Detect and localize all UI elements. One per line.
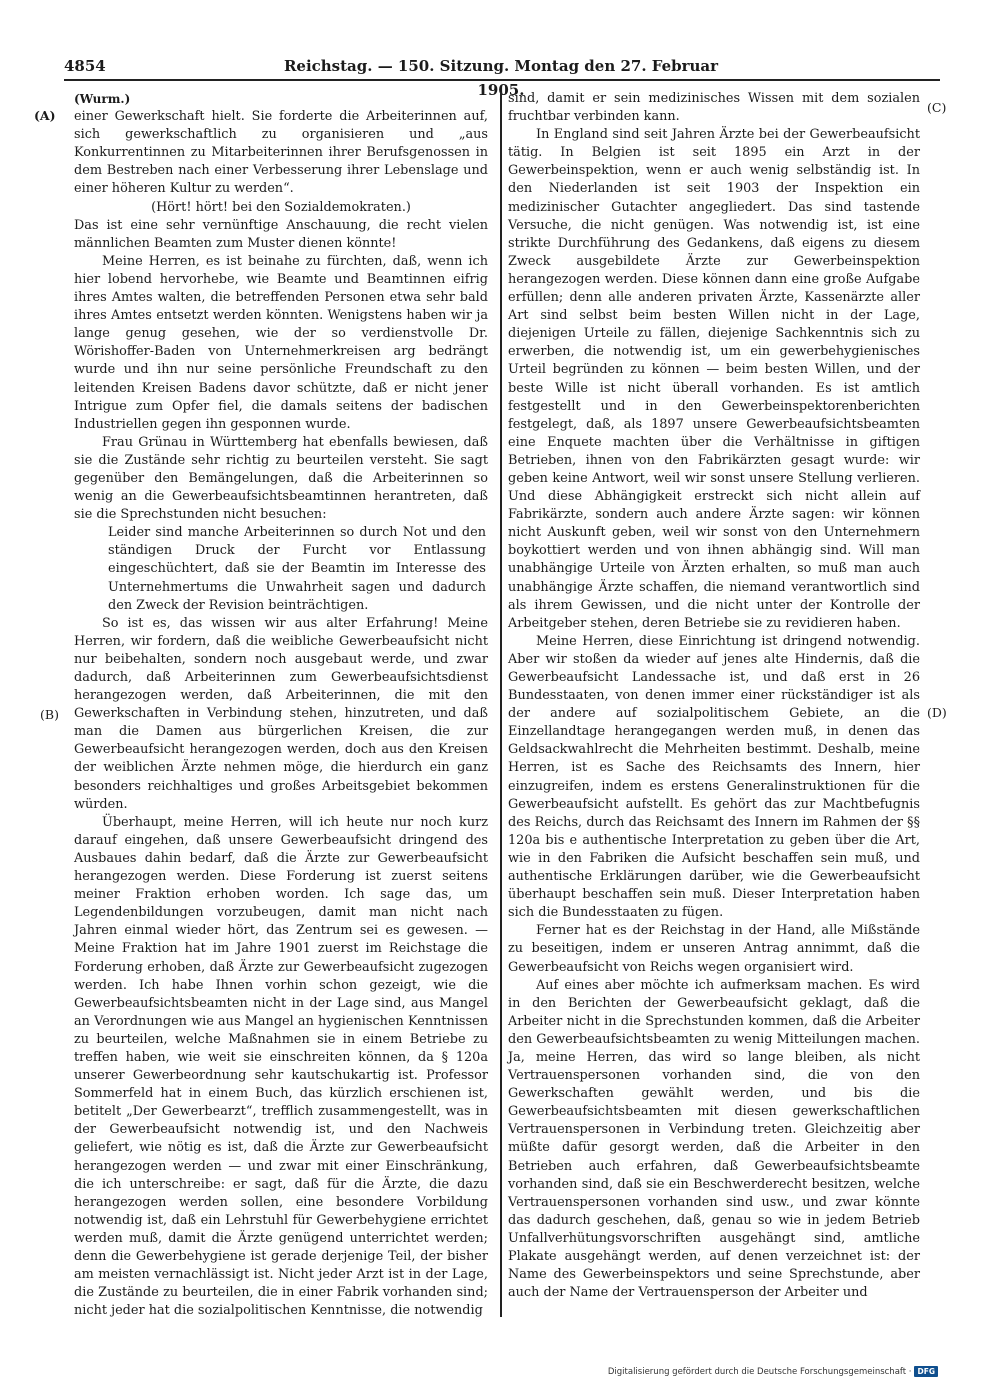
page-header-title: Reichstag. — 150. Sitzung. Montag den 27. Februar 1905. [283, 57, 719, 99]
paragraph: Überhaupt, meine Herren, will ich heute nur noch kurz darauf eingehen, daß unsere Gewerbeaufsicht dringend des Ausbaues dahin bedarf, daß die Ärzte zur Gewerbeaufsicht herangezogen werden. Diese Forderung ist zuerst seitens meiner Fraktion erhoben worden. Ich sage das, um Legendenbildungen vorzubeugen, damit man nicht nach Jahren einmal wieder hört, das Zentrum sei es gewesen. — Meine Fraktion hat im Jahre 1901 zuerst im Reichstage die Forderung erhoben, daß Ärzte zur Gewerbeaufsicht zugezogen werden. Ich habe Ihnen vorhin schon gezeigt, wie die Gewerbeaufsichtsbeamten nicht in der Lage sind, aus Mangel an Verordnungen wie aus Mangel an hygienischen Kenntnissen zu beurteilen, welche Maßnahmen sie in einem Betriebe zu treffen haben, wie weit sie einschreiten können, da § 120a unserer Gewerbeordnung sehr kautschukartig ist. Professor Sommerfeld hat in einem Buch, das kürzlich erschienen ist, betitelt „Der Gewerbearzt“, trefflich zusammengestellt, was in der Gewerbeaufsicht notwendig ist, und den Nachweis geliefert, wie nötig es ist, daß die Ärzte zur Gewerbeaufsicht herangezogen werden — und zwar mit einer Einschränkung, die ich unterschreibe: er sagt, daß für die Ärzte, die dazu herangezogen werden sollen, eine besondere Vorbildung notwendig ist, daß ein Lehrstuhl für Gewerbehygiene errichtet werden muß, damit die Ärzte genügend unterrichtet werden; denn die Gewerbehygiene ist gerade derjenige Teil, der bisher am meisten vernachlässigt ist. Nicht jeder Arzt ist in der Lage, die Zustände zu beurteilen, die in einer Fabrik vorhanden sind; nicht jeder hat die sozialpolitischen Kenntnisse, die notwendig [74, 814, 488, 1319]
paragraph: Meine Herren, diese Einrichtung ist dringend notwendig. Aber wir stoßen da wieder auf jenes alte Hindernis, daß die Gewerbeaufsicht Landessache ist, und daß erst in 26 Bundesstaaten, von denen immer einer rückständiger ist als der andere auf sozialpolitischem Gebiete, an die Einzellandtage herangegangen werden muß, in denen das Geldsackwahlrecht die Mehrheiten bestimmt. Deshalb, meine Herren, ist es Sache des Reichsamts des Innern, hier einzugreifen, indem es erstens Generalinstruktionen für die Gewerbeaufsicht aufstellt. Es gehört das zur Machtbefugnis des Reichs, durch das Reichsamt des Innern im Rahmen der §§ 120a bis e authentische Interpretation zu geben über die Art, wie in den Fabriken die Aufsicht beschaffen sein muß, und authentische Erklärungen darüber, wie die Gewerbeaufsicht überhaupt beschaffen sein muß. Dieser Interpretation haben sich die Bundesstaaten zu fügen. [508, 633, 920, 921]
paragraph: einer Gewerkschaft hielt. Sie forderte die Arbeiterinnen auf, sich gewerkschaftlich zu organisieren und „aus Konkurrentinnen zu Mitarbeiterinnen ihrer Berufsgenossen in dem Bestreben nach einer Verbesserung ihrer Lebenslage und einer höheren Kultur zu werden“. [74, 109, 488, 197]
column-divider [500, 92, 502, 1317]
margin-mark-d: (D) [927, 705, 947, 720]
header-rule [64, 79, 940, 81]
paragraph: Meine Herren, es ist beinahe zu fürchten, daß, wenn ich hier lobend hervorhebe, wie Beamte und Beamtinnen eifrig ihres Amtes walten, die betreffenden Personen etwa sehr bald ihres Amtes entsetzt werden könnten. Wenigstens haben wir ja lange genug gesehen, wie der so verdienstvolle Dr. Wörishoffer-Baden von Unternehmerkreisen arg bedrängt wurde und ihn nur seine persönliche Freundschaft zu den leitenden Kreisen Badens davor schützte, daß er nicht jener Intrigue zum Opfer fiel, die damals seitens der badischen Industriellen gegen ihn gesponnen wurde. [74, 253, 488, 432]
dfg-logo: DFG [914, 1366, 938, 1377]
margin-mark-a: (A) [34, 108, 56, 123]
paragraph: Das ist eine sehr vernünftige Anschauung, die recht vielen männlichen Beamten zum Muster dienen könnte! [74, 217, 488, 251]
paragraph: So ist es, das wissen wir aus alter Erfahrung! Meine Herren, wir fordern, daß die weibliche Gewerbeaufsicht nicht nur beibehalten, sondern noch ausgebaut werde, und zwar dadurch, daß Arbeiterinnen zum Gewerbeaufsichtsdienst herangezogen werden, daß Arbeiterinnen, die mit den Gewerkschaften in Verbindung stehen, hinzutreten, und daß man die Damen aus bürgerlichen Kreisen, die zur Gewerbeaufsicht herangezogen werden, doch aus den Kreisen der weiblichen Ärzte nehmen möge, die hierdurch ein ganz besonders reichhaltiges und großes Arbeitsgebiet bekommen würden. [74, 615, 488, 812]
left-column [74, 90, 488, 1320]
block-quote: Leider sind manche Arbeiterinnen so durch Not und den ständigen Druck der Furcht vor Entlassung eingeschüchtert, daß sie der Beamtin im Interesse des Unternehmertums die Unwahrheit sagen und dadurch den Zweck der Revision beinträchtigen. [108, 525, 486, 613]
page-number: 4854 [64, 57, 106, 75]
paragraph: In England sind seit Jahren Ärzte bei der Gewerbeaufsicht tätig. In Belgien ist seit 1895 ein Arzt in der Gewerbeinspektion, wenn er auch wenig selbständig ist. In den Niederlanden ist seit 1903 der Inspektion ein medizinischer Gutachter angegliedert. Das sind tastende Versuche, die nicht genügen. Was notwendig ist, ist eine strikte Durchführung des Gedankens, daß eigens zu diesem Zweck ausgebildete Ärzte zur Gewerbeinspektion herangezogen werden. Diese können dann eine große Aufgabe erfüllen; denn alle anderen privaten Ärzte, Kassenärzte aller Art sind selbst beim besten Willen nicht in der Lage, diejenigen Urteile zu fällen, diejenige Sachkenntnis sich zu erwerben, die notwendig ist, um ein gewerbehygienisches Urteil begründen zu können — beim besten Willen, und der beste Wille ist nicht überall vorhanden. Es ist amtlich festgestellt und in den Gewerbeinspektorenberichten festgelegt, daß, als 1897 unsere Gewerbeaufsichtsbeamten eine Enquete machten über die Verhältnisse in giftigen Betrieben, ihnen von den Fabrikärzten gesagt wurde: wir geben keine Antwort, weil wir sonst unsere Stellung verlieren. Und diese Abhängigkeit erstreckt sich nicht allein auf Fabrikärzte, sondern auch andere Ärzte sagen: wir können nicht Auskunft geben, weil wir sonst von den Unternehmern boykottiert werden und von ihnen abhängig sind. Will man unabhängige Urteile von Ärzten erhalten, so muß man auch unabhängige Ärzte schaffen, die niemand verantwortlich sind als ihrem Gewissen, und die nicht unter der Kontrolle der Arbeitgeber stehen, deren Betriebe sie zu revidieren haben. [508, 127, 920, 631]
margin-mark-c: (C) [927, 100, 947, 115]
paragraph: Ferner hat es der Reichstag in der Hand, alle Mißstände zu beseitigen, indem er unseren Antrag annimmt, daß die Gewerbeaufsicht von Reichs wegen organisiert wird. [508, 923, 920, 975]
paragraph: Frau Grünau in Württemberg hat ebenfalls bewiesen, daß sie die Zustände sehr richtig zu beurteilen versteht. Sie sagt gegenüber den Bemängelungen, daß die Arbeiterinnen so wenig an die Gewerbeaufsichtsbeamtinnen herantreten, daß sie die Sprechstunden nicht besuchen: [74, 434, 488, 523]
interjection: (Hört! hört! bei den Sozialdemokraten.) [151, 199, 411, 215]
paragraph: Auf eines aber möchte ich aufmerksam machen. Es wird in den Berichten der Gewerbeaufsicht geklagt, daß die Arbeiter nicht in die Sprechstunden kommen, daß die Arbeiter den Gewerbeaufsichtsbeamten zu wenig Mitteilungen machen. Ja, meine Herren, das wird so lange bleiben, als nicht Vertrauenspersonen vorhanden sind, die von den Gewerkschaften gewählt werden, und bis die Gewerbeaufsichtsbeamten mit diesen gewerkschaftlichen Vertrauenspersonen in Verbindung treten. Gleichzeitig aber müßte dafür gesorgt werden, daß die Arbeiter in den Betrieben auch erfahren, daß Gewerbeaufsichtsbeamte vorhanden sind, daß sie ein Beschwerderecht besitzen, welche Vertrauenspersonen vorhanden sind usw., und zwar könnte das dadurch geschehen, daß, genau so wie in jedem Betrieb Unfallverhütungsvorschriften ausgehängt sind, amtliche Plakate ausgehängt werden, auf denen verzeichnet ist: der Name des Gewerbeinspektors und seine Sprechstunde, aber auch der Name der Vertrauensperson der Arbeiter und [508, 977, 920, 1301]
footer-text: Digitalisierung gefördert durch die Deutsche Forschungsgemeinschaft · [607, 1366, 912, 1377]
margin-mark-b: (B) [40, 707, 59, 722]
paragraph: sind, damit er sein medizinisches Wissen mit dem sozialen fruchtbar verbinden kann. [508, 91, 920, 125]
right-column [508, 90, 920, 1302]
footer-credit [608, 1366, 938, 1377]
speaker-name: (Wurm.) [74, 92, 131, 106]
